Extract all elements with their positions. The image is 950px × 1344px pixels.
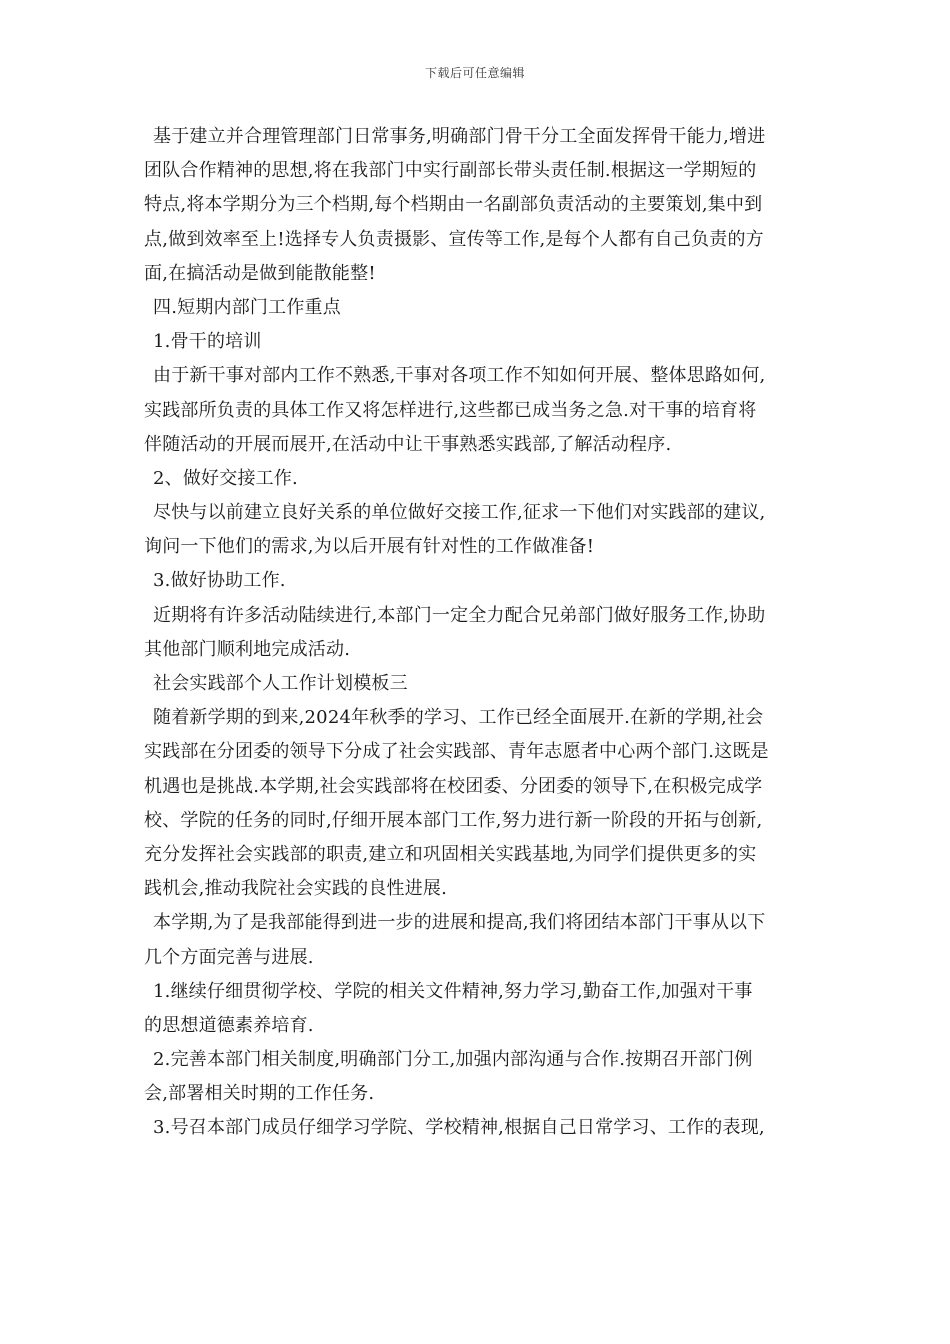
paragraph-line: 基于建立并合理管理部门日常事务,明确部门骨干分工全面发挥骨干能力,增进 (153, 126, 766, 147)
list-item-continuation: 会,部署相关时期的工作任务. (144, 1083, 375, 1105)
paragraph-line: 充分发挥社会实践部的职责,建立和巩固相关实践基地,为同学们提供更多的实 (144, 843, 757, 865)
list-item: 2.完善本部门相关制度,明确部门分工,加强内部沟通与合作.按期召开部门例 (153, 1049, 753, 1071)
paragraph-line: 面,在搞活动是做到能散能整! (144, 262, 376, 284)
paragraph-line: 践机会,推动我院社会实践的良性进展. (144, 878, 448, 900)
paragraph-line: 近期将有许多活动陆续进行,本部门一定全力配合兄弟部门做好服务工作,协助 (153, 604, 766, 626)
paragraph-line: 由于新干事对部内工作不熟悉,干事对各项工作不知如何开展、整体思路如何, (153, 365, 766, 387)
paragraph-line: 尽快与以前建立良好关系的单位做好交接工作,征求一下他们对实践部的建议, (153, 502, 766, 524)
paragraph-line: 几个方面完善与进展. (144, 946, 314, 968)
paragraph-line: 伴随活动的开展而展开,在活动中让干事熟悉实践部,了解活动程序. (144, 433, 672, 455)
subsection-heading: 2、做好交接工作. (153, 467, 298, 489)
list-item: 1.继续仔细贯彻学校、学院的相关文件精神,努力学习,勤奋工作,加强对干事 (153, 980, 753, 1002)
paragraph-line: 实践部在分团委的领导下分成了社会实践部、青年志愿者中心两个部门.这既是 (144, 741, 769, 763)
paragraph-line: 询问一下他们的需求,为以后开展有针对性的工作做准备! (144, 536, 595, 558)
section-heading: 社会实践部个人工作计划模板三 (153, 673, 408, 694)
paragraph-line: 本学期,为了是我部能得到进一步的进展和提高,我们将团结本部门干事从以下 (153, 912, 766, 934)
document-body (144, 120, 806, 1146)
paragraph-line: 其他部门顺利地完成活动. (144, 638, 351, 660)
list-item-continuation: 的思想道德素养培育. (144, 1014, 314, 1036)
section-heading: 四.短期内部门工作重点 (153, 296, 341, 318)
page-header-note: 下载后可任意编辑 (424, 66, 525, 80)
paragraph-line: 机遇也是挑战.本学期,社会实践部将在校团委、分团委的领导下,在积极完成学 (144, 775, 763, 797)
paragraph-line: 校、学院的任务的同时,仔细开展本部门工作,努力进行新一阶段的开拓与创新, (144, 809, 763, 831)
paragraph-line: 随着新学期的到来,2024年秋季的学习、工作已经全面展开.在新的学期,社会 (153, 707, 764, 729)
subsection-heading: 3.做好协助工作. (153, 570, 286, 592)
subsection-heading: 1.骨干的培训 (153, 331, 262, 353)
paragraph-line: 实践部所负责的具体工作又将怎样进行,这些都已成当务之急.对干事的培育将 (144, 399, 757, 421)
paragraph-line: 点,做到效率至上!选择专人负责摄影、宣传等工作,是每个人都有自己负责的方 (144, 228, 764, 250)
paragraph-line: 特点,将本学期分为三个档期,每个档期由一名副部负责活动的主要策划,集中到 (144, 194, 763, 216)
list-item: 3.号召本部门成员仔细学习学院、学校精神,根据自己日常学习、工作的表现, (153, 1117, 765, 1139)
paragraph-line: 团队合作精神的思想,将在我部门中实行副部长带头责任制.根据这一学期短的 (144, 160, 757, 182)
